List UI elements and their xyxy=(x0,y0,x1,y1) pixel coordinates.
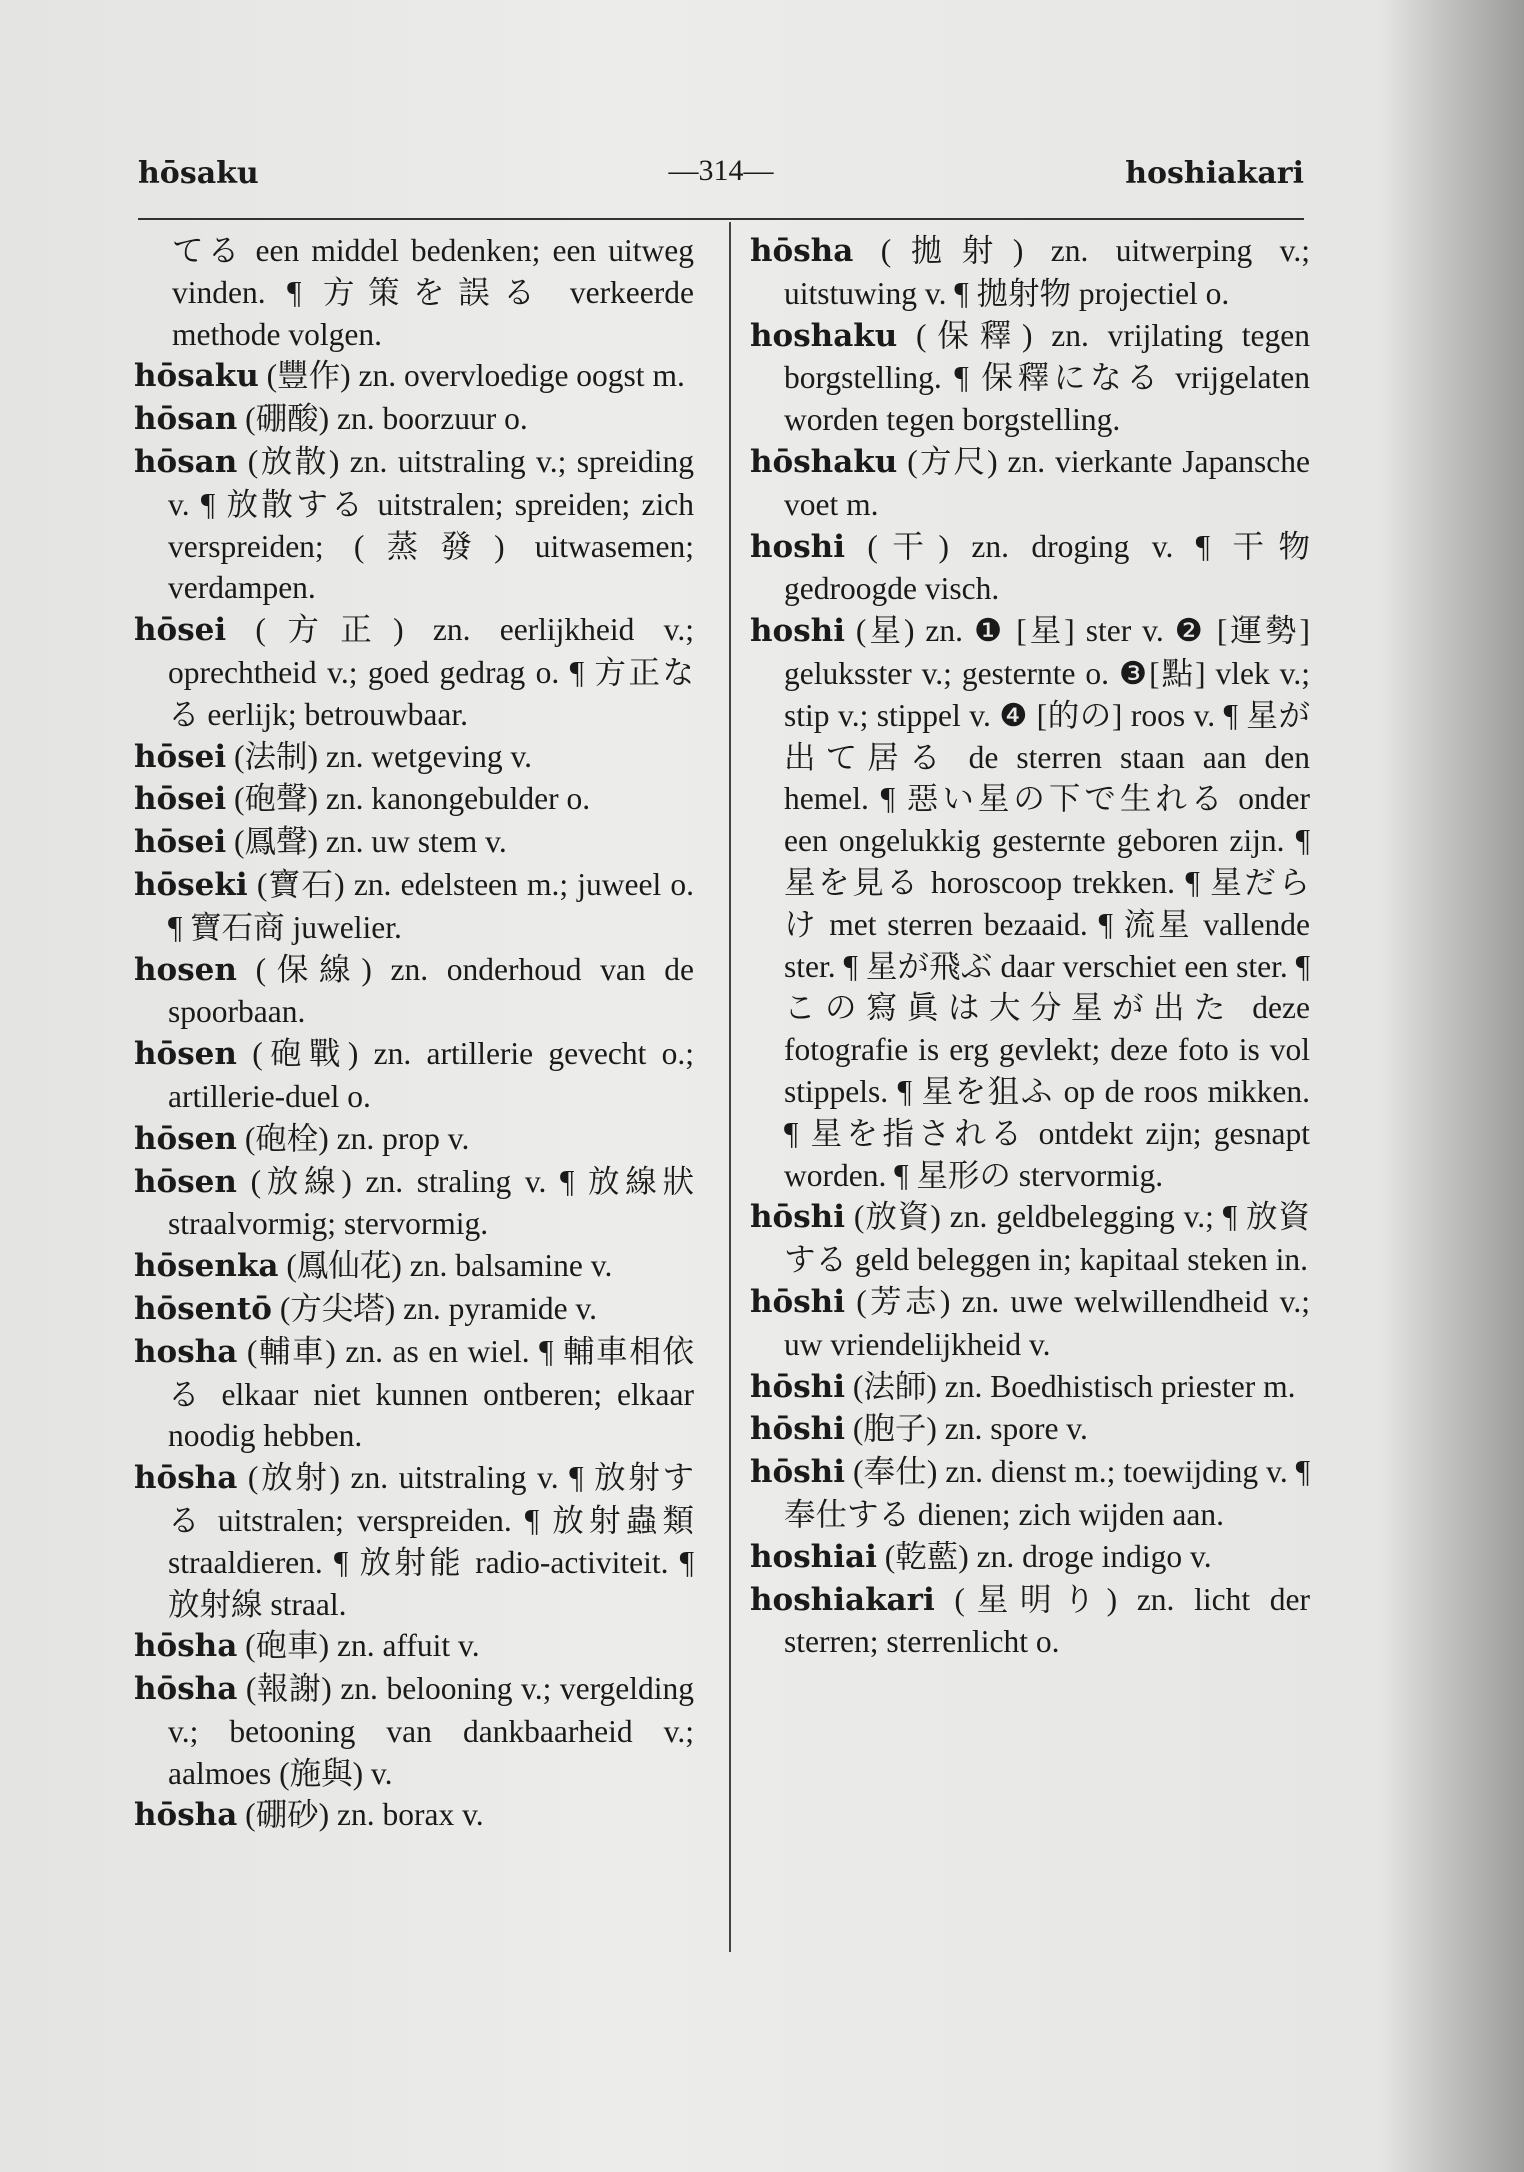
dictionary-entry xyxy=(134,949,694,1034)
headword: hoshi xyxy=(750,528,845,565)
entry-text: (鳳仙花) zn. balsamine v. xyxy=(278,1248,613,1284)
dictionary-entry xyxy=(750,230,1310,315)
dictionary-entry xyxy=(134,1625,694,1668)
headword: hōsei xyxy=(134,824,227,861)
entry-text: (放線) zn. straling v. ¶ 放線狀 straalvormig; stervormig. xyxy=(168,1163,694,1242)
left-column xyxy=(134,230,694,1837)
page-header xyxy=(138,150,1304,200)
entry-text: (豐作) zn. overvloedige oogst m. xyxy=(258,358,685,394)
entry-text: (硼酸) zn. boorzuur o. xyxy=(237,401,528,437)
headword: hoshi xyxy=(750,613,845,650)
entry-text: (胞子) zn. spore v. xyxy=(844,1411,1088,1447)
dictionary-entry xyxy=(134,821,694,864)
dictionary-entry xyxy=(134,1457,694,1625)
entry-text: (砲栓) zn. prop v. xyxy=(236,1120,470,1156)
headword: hōsenka xyxy=(134,1248,279,1285)
dictionary-entry xyxy=(134,398,694,441)
entry-text: (保釋) zn. vrijlating tegen borgstelling. ¶ 保釋になる vrijgelaten worden tegen borgstelling. xyxy=(784,317,1310,438)
dictionary-entry xyxy=(134,1794,694,1837)
headword: hōshi xyxy=(750,1368,845,1405)
dictionary-entry xyxy=(750,1366,1310,1409)
headword: hōshi xyxy=(750,1283,845,1320)
headword: hōsha xyxy=(750,233,854,269)
right-guide-word: hoshiakari xyxy=(1125,156,1304,191)
page-number: —314— xyxy=(668,154,774,187)
entry-text: (報謝) zn. belooning v.; vergelding v.; betooning van dankbaarheid v.; aalmoes (施與) v. xyxy=(168,1671,694,1791)
entry-text: (硼砂) zn. borax v. xyxy=(237,1797,484,1833)
entry-text: (星明り) zn. licht der sterren; sterrenlicht o. xyxy=(784,1581,1310,1660)
headword: hoshiakari xyxy=(750,1581,935,1618)
dictionary-entry xyxy=(134,1245,694,1288)
dictionary-entry xyxy=(134,778,694,821)
dictionary-entry xyxy=(134,1033,694,1118)
dictionary-entry xyxy=(750,1408,1310,1451)
entry-text: (放散) zn. uitstraling v.; spreiding v. ¶ 放散する uitstralen; spreiden; zich verspreiden; (蒸發) uitwasemen; verdampen. xyxy=(168,443,694,606)
entry-text: (放資) zn. geldbelegging v.; ¶ 放資する geld beleggen in; kapitaal steken in. xyxy=(784,1199,1310,1278)
entry-text: (方尖塔) zn. pyramide v. xyxy=(271,1290,598,1326)
dictionary-entry xyxy=(134,355,694,398)
headword: hōsha xyxy=(134,1460,238,1497)
dictionary-entry xyxy=(134,1118,694,1161)
dictionary-entry xyxy=(134,736,694,779)
dictionary-entry xyxy=(134,1161,694,1246)
entry-text: (法制) zn. wetgeving v. xyxy=(226,738,533,774)
headword: hōsen xyxy=(134,1036,237,1073)
entry-text: (輔車) zn. as en wiel. ¶ 輔車相依る elkaar niet kunnen ontberen; elkaar noodig hebben. xyxy=(168,1333,694,1454)
entry-text: (干) zn. droging v. ¶ 干物 gedroogde visch. xyxy=(784,528,1310,607)
headword: hōshi xyxy=(750,1199,845,1236)
entry-text: (放射) zn. uitstraling v. ¶ 放射する uitstralen; verspreiden. ¶ 放射蟲類 straaldieren. ¶ 放射能 radio-activiteit. ¶ 放射線 straal. xyxy=(168,1460,694,1622)
headword: hosen xyxy=(134,951,237,988)
headword: hosha xyxy=(134,1333,238,1370)
entry-text: (鳳聲) zn. uw stem v. xyxy=(226,824,507,860)
dictionary-entry xyxy=(750,610,1310,1196)
dictionary-entry xyxy=(750,526,1310,611)
dictionary-entry xyxy=(750,1536,1310,1579)
headword: hōsen xyxy=(134,1120,237,1157)
headword: hoshaku xyxy=(750,317,898,354)
headword: hōshaku xyxy=(750,443,898,480)
header-rule xyxy=(138,218,1304,220)
dictionary-entry xyxy=(750,1196,1310,1281)
entry-text: (法師) zn. Boedhistisch priester m. xyxy=(844,1368,1296,1404)
dictionary-entry xyxy=(134,609,694,735)
entry-text: (芳志) zn. uwe welwillendheid v.; uw vriendelijkheid v. xyxy=(784,1283,1310,1362)
entry-text: (保線) zn. onderhoud van de spoorbaan. xyxy=(168,951,694,1030)
dictionary-entry xyxy=(750,1451,1310,1536)
entry-text: (拋射) zn. uitwerping v.; uitstuwing v. ¶ 拋射物 projectiel o. xyxy=(784,233,1310,311)
headword: hōsan xyxy=(134,443,238,480)
headword: hoshiai xyxy=(750,1538,877,1575)
headword: hōsei xyxy=(134,738,227,775)
left-guide-word: hōsaku xyxy=(138,156,259,191)
headword: hōsei xyxy=(134,781,227,818)
headword: hōsan xyxy=(134,401,238,438)
dictionary-entry xyxy=(134,441,694,609)
entry-text: (方正) zn. eerlijkheid v.; oprechtheid v.; goed gedrag o. ¶ 方正なる eerlijk; betrouwbaar. xyxy=(168,612,694,732)
headword: hōsaku xyxy=(134,358,259,395)
headword: hōsha xyxy=(134,1797,238,1834)
headword: hōsen xyxy=(134,1163,237,1200)
dictionary-entry xyxy=(750,441,1310,526)
right-column xyxy=(750,230,1310,1663)
entry-text: (寶石) zn. edelsteen m.; juweel o. ¶ 寶石商 juwelier. xyxy=(168,866,694,945)
headword: hōseki xyxy=(134,866,248,903)
headword: hōsha xyxy=(134,1671,238,1708)
entry-text: (乾藍) zn. droge indigo v. xyxy=(876,1538,1212,1574)
headword: hōshi xyxy=(750,1411,845,1448)
dictionary-entry xyxy=(134,864,694,949)
entry-text: (方尺) zn. vierkante Japansche voet m. xyxy=(784,443,1310,522)
entry-text: (砲車) zn. affuit v. xyxy=(237,1628,480,1664)
column-divider xyxy=(729,222,731,1952)
entry-text: (砲戰) zn. artillerie gevecht o.; artillerie-duel o. xyxy=(168,1036,694,1114)
entry-text: (星) zn. ❶ [星] ster v. ❷ [運勢] geluksster v.; gesternte o. ❸[點] vlek v.; stip v.; stippel v. ❹ [的の] roos v. ¶ 星が出て居る de sterren staan aan den hemel. ¶ 惡い星の下で生れる onder een ongelukkig gesternte geboren zijn. ¶ 星を見る horoscoop trekken. ¶ 星だらけ met sterren bezaaid. ¶ 流星 vallende ster. ¶ 星が飛ぶ daar verschiet een ster. ¶ この寫眞は大分星が出た deze fotografie is erg gevlekt; deze foto is vol stippels. ¶ 星を狙ふ op de roos mikken. ¶ 星を指される ontdekt zijn; gesnapt worden. ¶ 星形の stervormig. xyxy=(784,613,1310,1193)
headword: hōshi xyxy=(750,1454,845,1491)
entry-text: てる een middel bedenken; een uitweg vinden. ¶ 方策を誤る verkeerde methode volgen. xyxy=(172,233,694,352)
entry-text: (砲聲) zn. kanongebulder o. xyxy=(226,781,591,817)
dictionary-entry xyxy=(134,1331,694,1457)
headword: hōsei xyxy=(134,612,227,649)
dictionary-entry xyxy=(750,1579,1310,1664)
dictionary-entry xyxy=(134,1668,694,1794)
entry-text: (奉仕) zn. dienst m.; toewijding v. ¶ 奉仕する dienen; zich wijden aan. xyxy=(784,1454,1310,1532)
headword: hōsha xyxy=(134,1628,238,1665)
headword: hōsentō xyxy=(134,1290,272,1327)
dictionary-entry xyxy=(750,1281,1310,1366)
dictionary-entry xyxy=(750,315,1310,441)
dictionary-entry-continuation xyxy=(134,230,694,355)
dictionary-entry xyxy=(134,1288,694,1331)
